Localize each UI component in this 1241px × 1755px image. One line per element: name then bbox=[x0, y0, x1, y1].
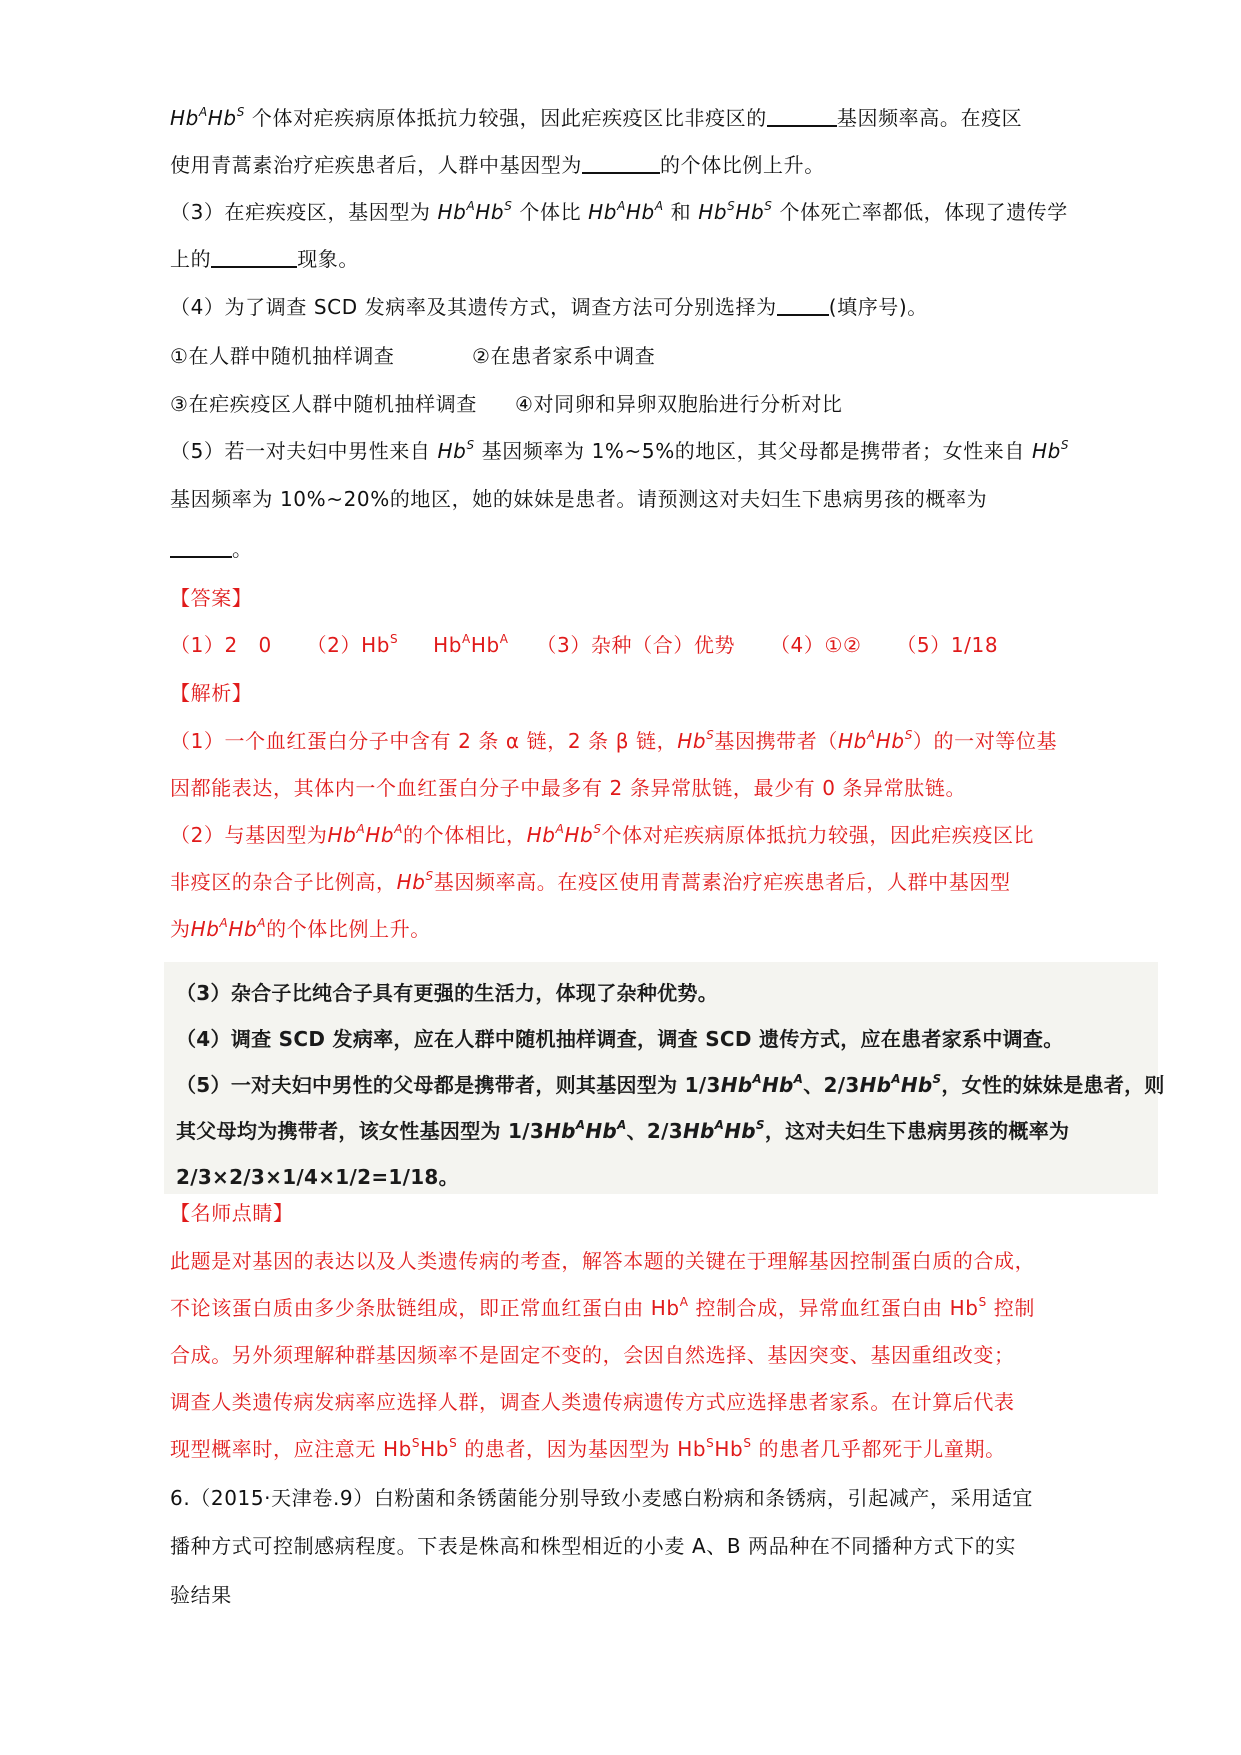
genotype-HbAHbA: $Hb^AHb^A$ bbox=[327, 822, 404, 847]
text: 的个体比例上升。 bbox=[660, 153, 825, 177]
answer-3: （3）杂种（合）优势 bbox=[536, 633, 736, 657]
text-line bbox=[170, 150, 825, 180]
genotype-HbSHbS: $Hb^SHb^S$ bbox=[698, 199, 773, 224]
text-line bbox=[170, 534, 253, 564]
gene-HbS: $Hb^S$ bbox=[949, 1295, 987, 1320]
scan-line: 其父母均为携带者，该女性基因型为 $1/3Hb^AHb^A$、$2/3Hb^AHb^S$，这对夫妇生下患病男孩的概率为 bbox=[176, 1118, 1070, 1143]
text: 个体对疟疾病原体抵抗力较强，因此疟疾疫区比非疫区的 bbox=[251, 106, 767, 130]
tip-line: 此题是对基因的表达以及人类遗传病的考查，解答本题的关键在于理解基因控制蛋白质的合成， bbox=[170, 1249, 1036, 1273]
text-line bbox=[170, 103, 1022, 133]
answer-blank[interactable] bbox=[211, 244, 297, 268]
analysis-line: 因都能表达，其体内一个血红蛋白分子中最多有 2 条异常肽链，最少有 0 条异常肽链。 bbox=[170, 776, 967, 800]
tip-header: 【名师点睛】 bbox=[170, 1201, 294, 1225]
analysis-line: （1）一个血红蛋白分子中含有 2 条 α 链，2 条 β 链，$Hb^S$基因携带者$(Hb^AHb^S)$的一对等位基 bbox=[170, 728, 1058, 753]
scan-line: （4）调查 SCD 发病率，应在人群中随机抽样调查，调查 SCD 遗传方式，应在患者家系中调查。 bbox=[176, 1027, 1064, 1051]
text: 基因频率高。在疫区 bbox=[836, 106, 1023, 130]
option-4: ④对同卵和异卵双胞胎进行分析对比 bbox=[515, 392, 843, 416]
text-line bbox=[170, 244, 359, 274]
tip-line: 现型概率时，应注意无 $Hb^SHb^S$ 的患者，因为基因型为 $Hb^SHb^S$ 的患者几乎都死于儿童期。 bbox=[170, 1436, 1006, 1461]
text: 和 bbox=[670, 200, 692, 224]
text: 个体比 bbox=[519, 200, 582, 224]
answer-4: （4）①② bbox=[769, 633, 862, 657]
answer-blank[interactable] bbox=[777, 292, 829, 316]
genotype-HbAHbS: $Hb^AHb^S$ bbox=[859, 1072, 942, 1097]
text-line bbox=[170, 197, 1068, 227]
analysis-header: 【解析】 bbox=[170, 681, 253, 705]
option-2: ②在患者家系中调查 bbox=[472, 344, 656, 368]
genotype-HbAHbA: $Hb^AHb^A$ bbox=[190, 916, 267, 941]
text-line bbox=[170, 484, 987, 514]
answer-2: $(2)Hb^S$ bbox=[306, 632, 399, 657]
genotype-HbAHbS: $Hb^AHb^S$ bbox=[682, 1118, 765, 1143]
answer-5: （5）1/18 bbox=[896, 633, 999, 657]
analysis-line: 非疫区的杂合子比例高，$Hb^S$基因频率高。在疫区使用青蒿素治疗疟疾患者后，人群中基因型 bbox=[170, 869, 1011, 894]
answer-1: （1）2 0 bbox=[170, 633, 272, 657]
text: 。 bbox=[232, 537, 253, 561]
text: （4）为了调查 SCD 发病率及其遗传方式，调查方法可分别选择为 bbox=[170, 295, 777, 319]
question-6-line: 播种方式可控制感病程度。下表是株高和株型相近的小麦 A、B 两品种在不同播种方式下的实 bbox=[170, 1534, 1016, 1558]
gene-HbA: $Hb^A$ bbox=[650, 1295, 689, 1320]
text: 个体死亡率都低，体现了遗传学 bbox=[779, 200, 1068, 224]
answer-header: 【答案】 bbox=[170, 586, 253, 610]
scan-line: （3）杂合子比纯合子具有更强的生活力，体现了杂种优势。 bbox=[176, 981, 719, 1005]
genotype-HbAHbS: $Hb^AHb^S$ bbox=[437, 199, 513, 224]
question-6-line: 验结果 bbox=[170, 1583, 232, 1607]
text: 基因频率为 10%~20%的地区，她的妹妹是患者。请预测这对夫妇生下患病男孩的概率为 bbox=[170, 487, 988, 511]
scan-line: （5）一对夫妇中男性的父母都是携带者，则其基因型为 $1/3Hb^AHb^A$、$2/3Hb^AHb^S$，女性的妹妹是患者，则 bbox=[176, 1072, 1165, 1097]
genotype-HbAHbA: $Hb^AHb^A$ bbox=[544, 1118, 627, 1143]
genotype-HbAHbS: $Hb^AHb^S$ bbox=[526, 822, 602, 847]
option-line bbox=[472, 341, 655, 371]
genotype-HbAHbA: $Hb^AHb^A$ bbox=[720, 1072, 804, 1097]
text-line bbox=[170, 436, 1069, 466]
option-line bbox=[515, 389, 843, 419]
text: （3）在疟疾疫区，基因型为 bbox=[170, 200, 431, 224]
tip-line: 合成。另外须理解种群基因频率不是固定不变的，会因自然选择、基因突变、基因重组改变； bbox=[170, 1343, 1015, 1367]
option-1: ①在人群中随机抽样调查 bbox=[170, 344, 395, 368]
text: (填序号)。 bbox=[828, 295, 928, 319]
analysis-line: （2）与基因型为$Hb^AHb^A$的个体相比，$Hb^AHb^S$个体对疟疾病原体抵抗力较强，因此疟疾疫区比 bbox=[170, 822, 1035, 847]
analysis-line: 为$Hb^AHb^A$的个体比例上升。 bbox=[170, 916, 431, 941]
option-line bbox=[170, 341, 395, 371]
text: 上的 bbox=[170, 247, 212, 271]
scan-line: 2/3×2/3×1/4×1/2=1/18。 bbox=[176, 1165, 459, 1189]
scanned-analysis-image bbox=[164, 962, 1165, 1194]
genotype-HbAHbA: $Hb^AHb^A$ bbox=[588, 199, 664, 224]
genotype-HbAHbS: $Hb^AHb^S$ bbox=[170, 105, 245, 130]
text: （5）若一对夫妇中男性来自 bbox=[170, 439, 431, 463]
answer-blank[interactable] bbox=[767, 103, 837, 127]
text: 现象。 bbox=[297, 247, 360, 271]
text: 基因频率为 1%~5%的地区，其父母都是携带者；女性来自 bbox=[481, 439, 1025, 463]
genotype-HbAHbS: $Hb^AHb^S$ bbox=[838, 728, 913, 753]
genotype-HbSHbS: $Hb^SHb^S$ bbox=[677, 1436, 752, 1461]
gene-HbS: $Hb^S$ bbox=[396, 869, 434, 894]
answer-2b: $Hb^AHb^A$ bbox=[433, 632, 509, 657]
question-6-line: 6.（2015·天津卷.9）白粉菌和条锈菌能分别导致小麦感白粉病和条锈病，引起减产，采用适宜 bbox=[170, 1486, 1034, 1510]
gene-HbS: $Hb^S$ bbox=[1031, 438, 1070, 463]
answer-line bbox=[170, 630, 998, 660]
gene-HbS: $Hb^S$ bbox=[677, 728, 715, 753]
genotype-HbSHbS: $Hb^SHb^S$ bbox=[382, 1436, 458, 1461]
option-line bbox=[170, 389, 477, 419]
answer-blank[interactable] bbox=[170, 534, 232, 558]
tip-line: 调查人类遗传病发病率应选择人群，调查人类遗传病遗传方式应选择患者家系。在计算后代表 bbox=[170, 1390, 1015, 1414]
gene-HbS: $Hb^S$ bbox=[437, 438, 475, 463]
tip-line: 不论该蛋白质由多少条肽链组成，即正常血红蛋白由 $Hb^A$ 控制合成，异常血红蛋白由 $Hb^S$ 控制 bbox=[170, 1295, 1035, 1320]
option-3: ③在疟疾疫区人群中随机抽样调查 bbox=[170, 392, 477, 416]
text: 使用青蒿素治疗疟疾患者后，人群中基因型为 bbox=[170, 153, 582, 177]
text-line bbox=[170, 292, 928, 322]
answer-blank[interactable] bbox=[582, 150, 660, 174]
